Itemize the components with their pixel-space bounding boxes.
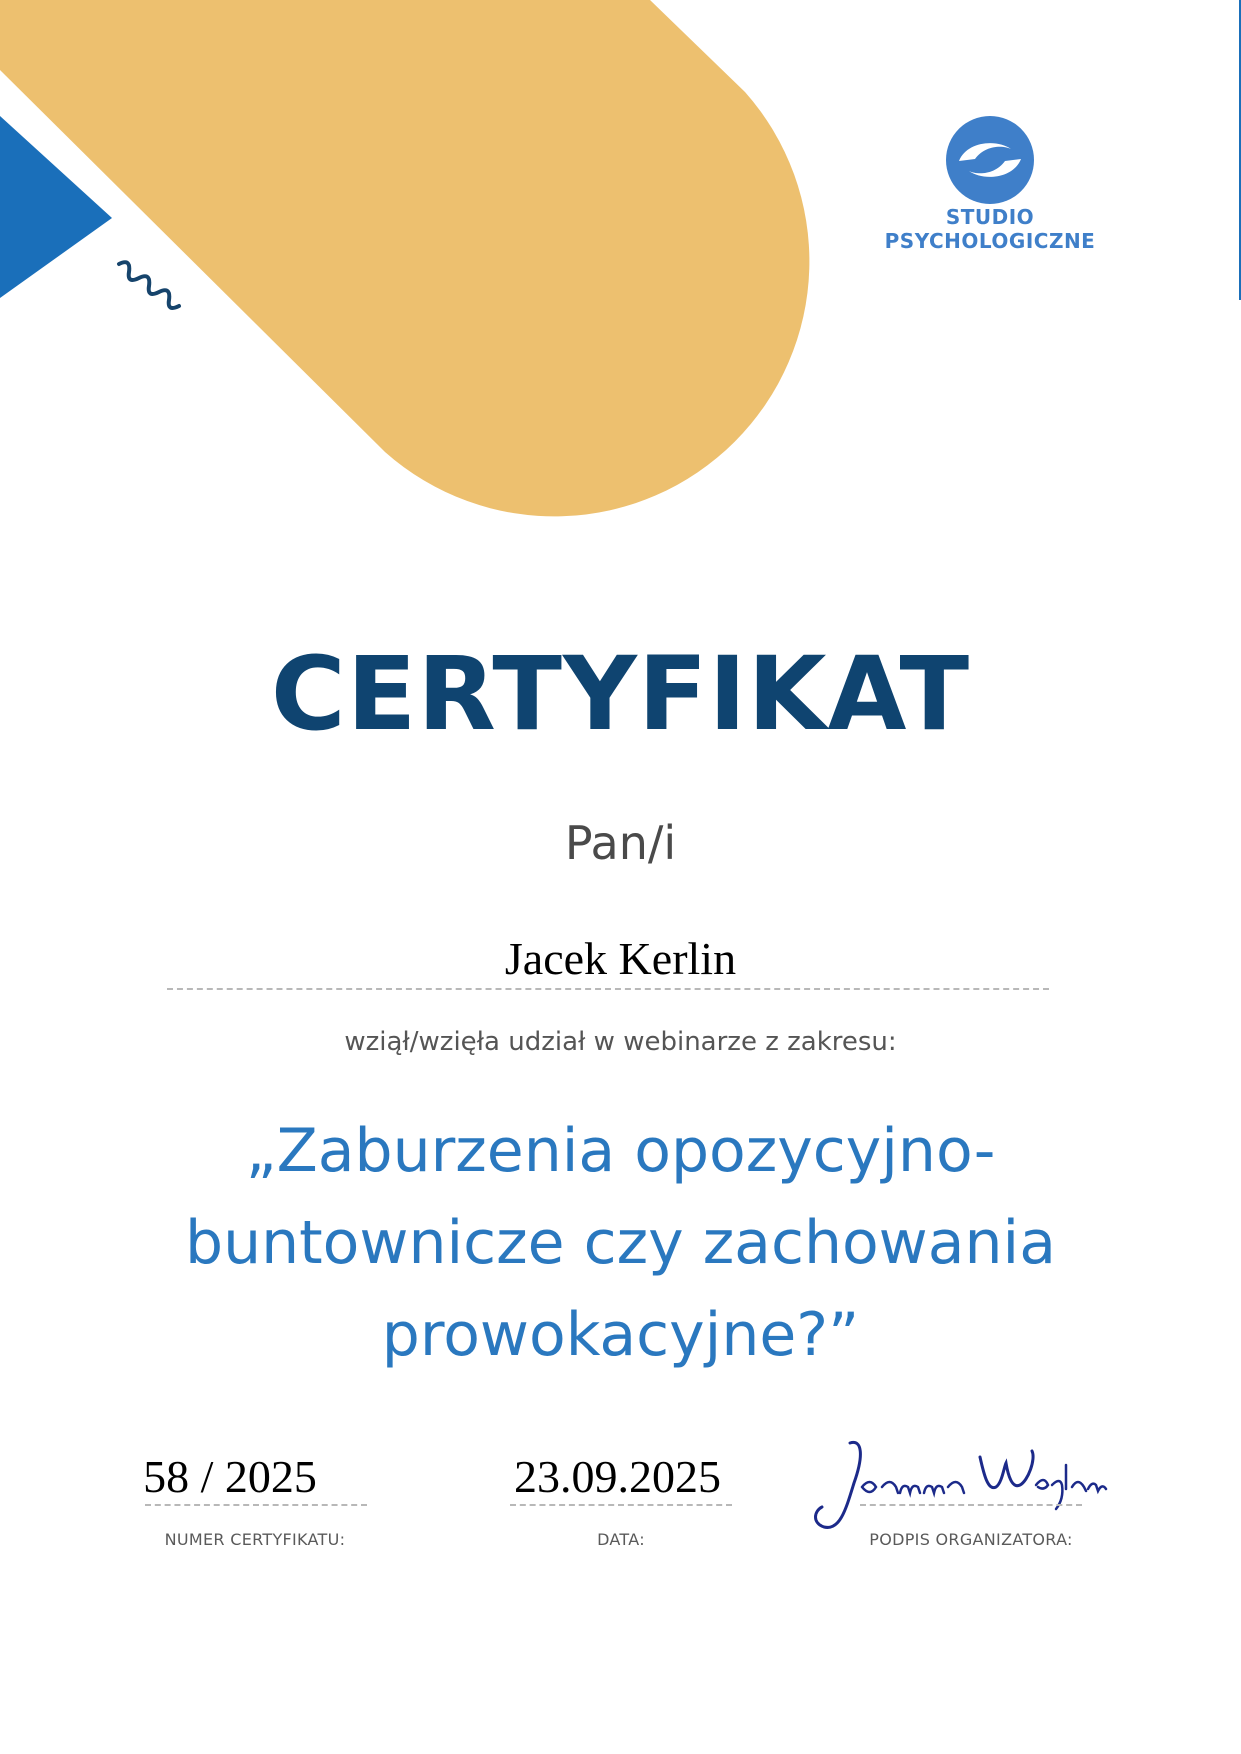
organizer-signature [800,1435,1120,1545]
date-underline [510,1504,732,1506]
recipient-underline [167,988,1049,990]
signature-hidden-text: Joanna Węglan [800,1435,807,1436]
date-value: 23.09.2025 [514,1451,721,1502]
certificate-number-underline [145,1504,367,1506]
course-title: „Zaburzenia opozycyjno-buntownicze czy zachowania prowokacyjne?” [185,1116,1056,1370]
studio-logo [870,115,1110,253]
certificate-title: CERTYFIKAT [270,635,971,754]
yellow-pill-shape [0,0,809,516]
date-label: DATA: [597,1530,645,1549]
wavy-line-decor [119,262,179,308]
studio-logo-icon [945,115,1035,205]
signature-underline [860,1504,1082,1506]
salutation-text: Pan/i [564,816,677,870]
logo-text-line-2: PSYCHOLOGICZNE [884,229,1096,253]
recipient-name: Jacek Kerlin [504,933,737,984]
logo-text-line-1: STUDIO [945,205,1035,229]
certificate-number-value: 58 / 2025 [143,1451,317,1502]
signature-label: PODPIS ORGANIZATORA: [869,1530,1073,1549]
certificate-number-label: NUMER CERTYFIKATU: [164,1530,346,1549]
participation-statement: wziął/wzięła udział w webinarze z zakresu: [344,1027,897,1057]
